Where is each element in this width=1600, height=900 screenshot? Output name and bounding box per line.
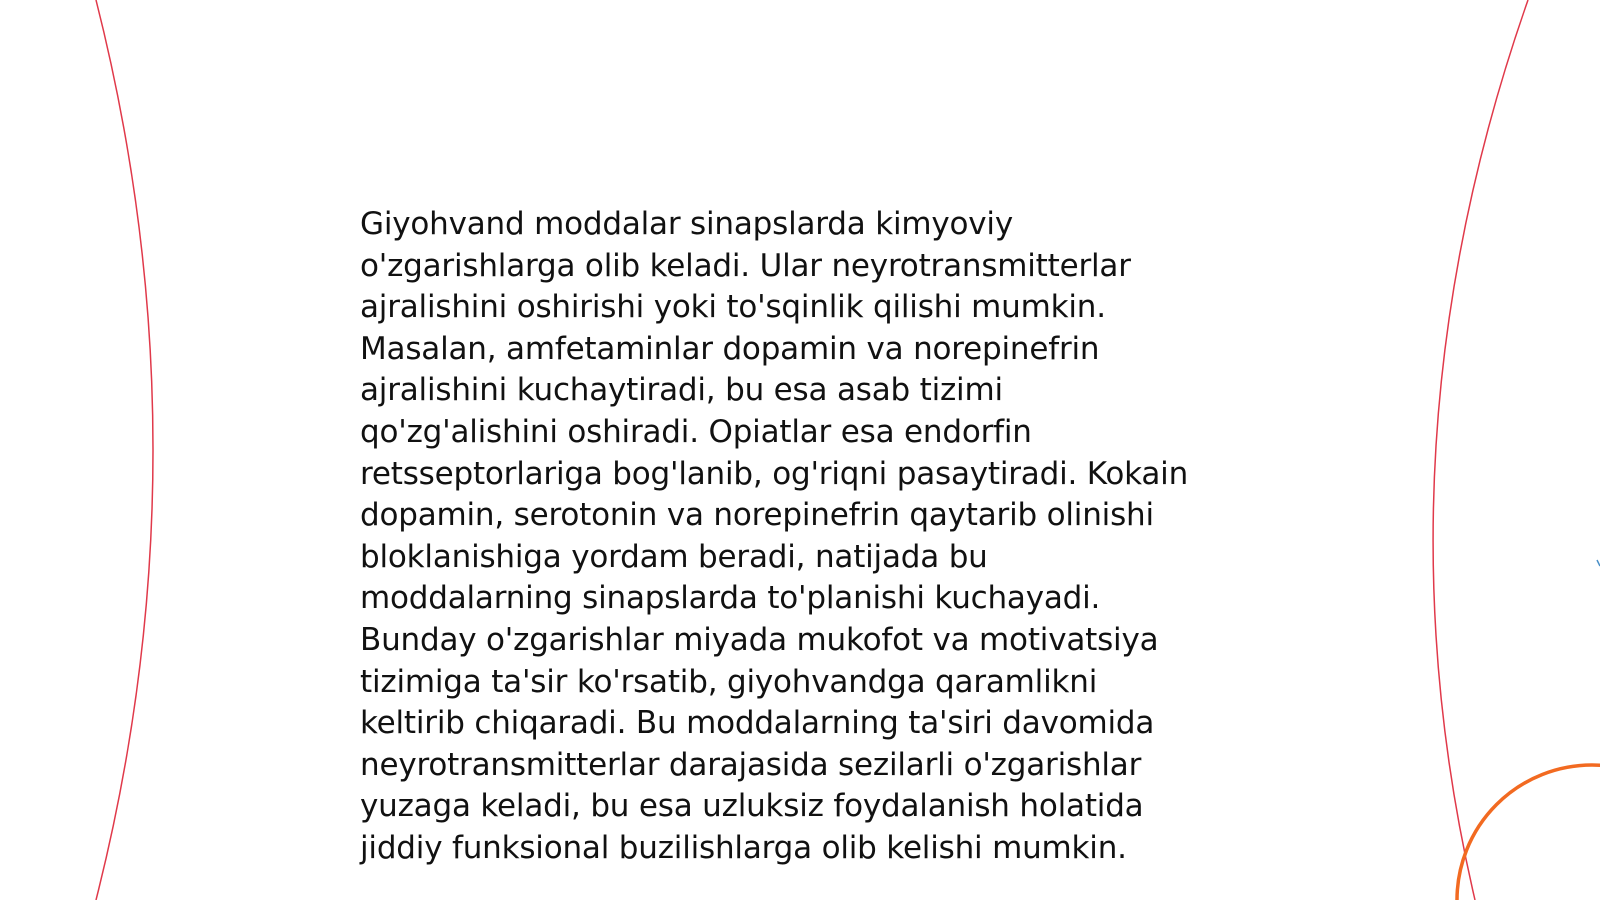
right-arc-line <box>1433 0 1528 900</box>
paragraph-line: retsseptorlariga bog'lanib, og'riqni pasaytiradi. Kokain <box>360 455 1189 492</box>
paragraph-line: Giyohvand moddalar sinapslarda kimyoviy <box>360 206 1013 242</box>
paragraph-line: qo'zg'alishini oshiradi. Opiatlar esa endorfin <box>360 413 1032 450</box>
paragraph-line: o'zgarishlarga olib keladi. Ular neyrotransmitterlar <box>360 247 1131 284</box>
paragraph-line: bloklanishiga yordam beradi, natijada bu <box>360 538 988 575</box>
paragraph-line: neyrotransmitterlar darajasida sezilarli o'zgarishlar <box>360 746 1142 783</box>
paragraph-line: dopamin, serotonin va norepinefrin qaytarib olinishi <box>360 497 1154 534</box>
paragraph-line: Masalan, amfetaminlar dopamin va norepinefrin <box>360 330 1100 367</box>
paragraph-line: yuzaga keladi, bu esa uzluksiz foydalanish holatida <box>360 788 1144 825</box>
paragraph-line: moddalarning sinapslarda to'planishi kuchayadi. <box>360 580 1101 617</box>
body-paragraph <box>360 204 1260 870</box>
paragraph-line: Bunday o'zgarishlar miyada mukofot va motivatsiya <box>360 621 1159 658</box>
accent-circle <box>1457 765 1600 900</box>
paragraph-line: ajralishini kuchaytiradi, bu esa asab tizimi <box>360 372 1003 409</box>
left-arc-line <box>96 0 153 900</box>
paragraph-line: ajralishini oshirishi yoki to'sqinlik qilishi mumkin. <box>360 289 1106 326</box>
paragraph-line: jiddiy funksional buzilishlarga olib kelishi mumkin. <box>360 829 1127 866</box>
paragraph-line: tizimiga ta'sir ko'rsatib, giyohvandga qaramlikni <box>360 663 1098 700</box>
paragraph-line: keltirib chiqaradi. Bu moddalarning ta'siri davomida <box>360 705 1155 742</box>
